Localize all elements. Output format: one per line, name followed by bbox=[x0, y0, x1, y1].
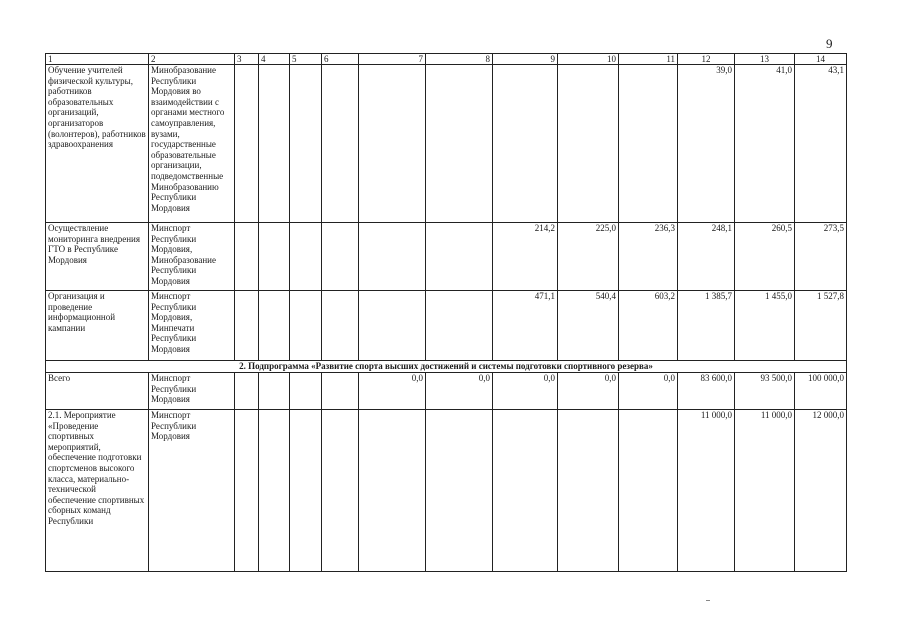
table-row bbox=[46, 373, 847, 410]
header-row bbox=[46, 54, 847, 65]
executor-name: Минспорт Республики Мордовия bbox=[149, 373, 235, 410]
value-cell bbox=[259, 291, 290, 361]
budget-table bbox=[45, 53, 847, 572]
value-cell bbox=[259, 223, 290, 291]
value-cell bbox=[290, 291, 322, 361]
header-cell-12: 12 bbox=[678, 54, 735, 65]
header-cell-3: 3 bbox=[235, 54, 259, 65]
value-cell bbox=[235, 410, 259, 572]
value-cell bbox=[322, 410, 359, 572]
table-row bbox=[46, 223, 847, 291]
value-cell bbox=[558, 410, 619, 572]
value-cell bbox=[259, 373, 290, 410]
value-cell: 83 600,0 bbox=[678, 373, 735, 410]
value-cell bbox=[426, 223, 493, 291]
header-cell-10: 10 bbox=[558, 54, 619, 65]
value-cell bbox=[235, 291, 259, 361]
executor-name: Минобразование Республики Мордовия во взаимодействии с органами местного самоуправления, вузами, государственные образовательные организации, подведомственные Минобразованию Республики Мордовия bbox=[149, 65, 235, 223]
value-cell bbox=[235, 65, 259, 223]
value-cell bbox=[235, 373, 259, 410]
value-cell bbox=[493, 65, 558, 223]
value-cell: 0,0 bbox=[493, 373, 558, 410]
activity-name: Обучение учителей физической культуры, работников образовательных организаций, организаторов (волонтеров), работников здравоохранения bbox=[46, 65, 149, 223]
header-cell-4: 4 bbox=[259, 54, 290, 65]
activity-name: Организация и проведение информационной кампании bbox=[46, 291, 149, 361]
header-cell-9: 9 bbox=[493, 54, 558, 65]
value-cell: 11 000,0 bbox=[735, 410, 795, 572]
value-cell bbox=[290, 410, 322, 572]
value-cell bbox=[359, 223, 426, 291]
value-cell bbox=[322, 223, 359, 291]
value-cell bbox=[426, 65, 493, 223]
value-cell bbox=[322, 291, 359, 361]
value-cell bbox=[558, 65, 619, 223]
value-cell: 236,3 bbox=[619, 223, 678, 291]
section-row bbox=[46, 361, 847, 373]
value-cell: 43,1 bbox=[795, 65, 847, 223]
header-cell-11: 11 bbox=[619, 54, 678, 65]
value-cell: 41,0 bbox=[735, 65, 795, 223]
activity-name: 2.1. Мероприятие «Проведение спортивных мероприятий, обеспечение подготовки спортсменов высокого класса, материально-технической обеспечение спортивных сборных команд Республики bbox=[46, 410, 149, 572]
header-cell-5: 5 bbox=[290, 54, 322, 65]
scan-mark bbox=[706, 600, 710, 601]
header-cell-1: 1 bbox=[46, 54, 149, 65]
value-cell: 11 000,0 bbox=[678, 410, 735, 572]
value-cell bbox=[322, 65, 359, 223]
header-cell-7: 7 bbox=[359, 54, 426, 65]
value-cell: 603,2 bbox=[619, 291, 678, 361]
value-cell bbox=[426, 410, 493, 572]
executor-name: Минспорт Республики Мордовия, Минобразование Республики Мордовия bbox=[149, 223, 235, 291]
executor-name: Минспорт Республики Мордовия bbox=[149, 410, 235, 572]
value-cell: 0,0 bbox=[619, 373, 678, 410]
value-cell bbox=[322, 373, 359, 410]
value-cell: 12 000,0 bbox=[795, 410, 847, 572]
value-cell bbox=[290, 65, 322, 223]
value-cell: 1 455,0 bbox=[735, 291, 795, 361]
value-cell: 39,0 bbox=[678, 65, 735, 223]
value-cell: 273,5 bbox=[795, 223, 847, 291]
page-number: 9 bbox=[826, 36, 833, 51]
value-cell bbox=[619, 410, 678, 572]
value-cell: 93 500,0 bbox=[735, 373, 795, 410]
value-cell: 225,0 bbox=[558, 223, 619, 291]
header-cell-6: 6 bbox=[322, 54, 359, 65]
value-cell: 540,4 bbox=[558, 291, 619, 361]
value-cell bbox=[290, 373, 322, 410]
header-cell-13: 13 bbox=[735, 54, 795, 65]
value-cell: 0,0 bbox=[558, 373, 619, 410]
table-row bbox=[46, 291, 847, 361]
value-cell bbox=[290, 223, 322, 291]
value-cell: 1 385,7 bbox=[678, 291, 735, 361]
value-cell bbox=[359, 291, 426, 361]
value-cell bbox=[359, 65, 426, 223]
value-cell: 248,1 bbox=[678, 223, 735, 291]
value-cell bbox=[259, 410, 290, 572]
value-cell: 0,0 bbox=[426, 373, 493, 410]
value-cell bbox=[426, 291, 493, 361]
value-cell: 471,1 bbox=[493, 291, 558, 361]
activity-name: Всего bbox=[46, 373, 149, 410]
subprogram-title: 2. Подпрограмма «Развитие спорта высших достижений и системы подготовки спортивного резерва» bbox=[46, 361, 847, 373]
activity-name: Осуществление мониторинга внедрения ГТО в Республике Мордовия bbox=[46, 223, 149, 291]
value-cell bbox=[235, 223, 259, 291]
value-cell: 100 000,0 bbox=[795, 373, 847, 410]
value-cell: 0,0 bbox=[359, 373, 426, 410]
value-cell bbox=[259, 65, 290, 223]
value-cell: 214,2 bbox=[493, 223, 558, 291]
executor-name: Минспорт Республики Мордовия, Минпечати Республики Мордовия bbox=[149, 291, 235, 361]
value-cell bbox=[493, 410, 558, 572]
value-cell: 1 527,8 bbox=[795, 291, 847, 361]
value-cell: 260,5 bbox=[735, 223, 795, 291]
header-cell-2: 2 bbox=[149, 54, 235, 65]
table-row bbox=[46, 410, 847, 572]
value-cell bbox=[359, 410, 426, 572]
value-cell bbox=[619, 65, 678, 223]
header-cell-14: 14 bbox=[795, 54, 847, 65]
header-cell-8: 8 bbox=[426, 54, 493, 65]
table-row bbox=[46, 65, 847, 223]
